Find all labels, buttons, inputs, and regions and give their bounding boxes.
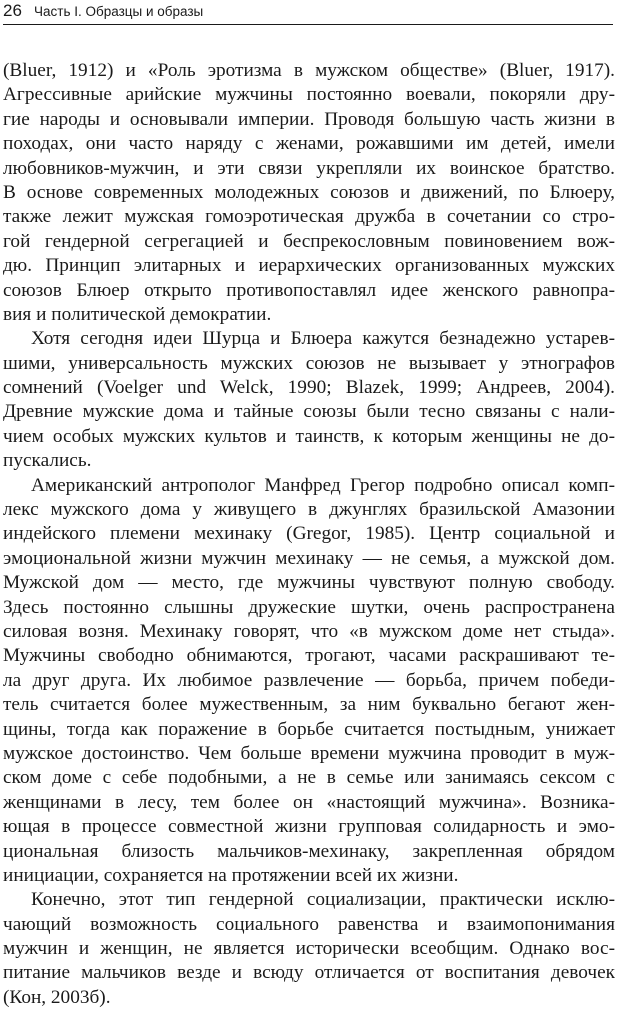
- text-line: лекс мужского дома у живущего в джунглях бразильской Амазонии: [3, 499, 615, 521]
- text-line: пускались.: [3, 450, 92, 472]
- text-line: чием особых мужских культов и таинств, к которым женщины не до-: [3, 425, 615, 447]
- text-line: Здесь постоянно слышны дружеские шутки, очень распространена: [3, 596, 615, 618]
- text-line: Древние мужские дома и тайные союзы были тесно связаны с нали-: [3, 401, 615, 423]
- text-line: ла друг друга. Их любимое развлечение — борьба, причем победи-: [3, 669, 615, 691]
- text-line: походах, они часто наряду с женами, рожавшими им детей, имели: [3, 133, 615, 155]
- text-line: Агрессивные арийские мужчины постоянно воевали, покоряли дру-: [3, 84, 615, 106]
- text-line: Американский антрополог Манфред Грегор подробно описал комп-: [31, 474, 615, 496]
- text-line: любовников-мужчин, и эти связи укрепляли их воинское братство.: [3, 157, 615, 179]
- text-line: гие народы и основывали империи. Проводя большую часть жизни в: [3, 108, 615, 130]
- text-line: Хотя сегодня идеи Шурца и Блюера кажутся безнадежно устарев-: [31, 328, 615, 350]
- paragraph: [3, 327, 615, 473]
- text-line: также лежит мужская гомоэротическая дружба в сочетании со стро-: [3, 206, 615, 228]
- body-text: [3, 59, 615, 1010]
- paragraph: [3, 59, 615, 327]
- text-line: Мужской дом — место, где мужчины чувствуют полную свободу.: [3, 572, 615, 594]
- text-line: инициации, сохраняется на протяжении всей их жизни.: [3, 864, 459, 886]
- text-line: женщинами в лесу, тем более он «настоящий мужчина». Возника-: [3, 791, 615, 813]
- text-line: тель считается более мужественным, за ним буквально бегают жен-: [3, 694, 615, 716]
- text-line: (Bluer, 1912) и «Роль эротизма в мужском обществе» (Bluer, 1917).: [3, 60, 615, 81]
- text-line: вия и политической демократии.: [3, 303, 272, 325]
- text-line: союзов Блюер открыто противопоставлял идее женского равнопра-: [3, 279, 615, 301]
- text-line: гой гендерной сегрегацией и беспрекословным повиновением вож-: [3, 230, 615, 252]
- paragraph: [3, 888, 615, 1010]
- page-number: 26: [3, 1, 22, 20]
- text-line: В основе современных молодежных союзов и движений, по Блюеру,: [3, 181, 615, 203]
- page-header: [3, 0, 613, 25]
- text-line: дю. Принцип элитарных и иерархических организованных мужских: [3, 255, 615, 277]
- paragraph: [3, 474, 615, 889]
- text-line: циональная близость мальчиков-мехинаку, закрепленная обрядом: [3, 840, 615, 862]
- text-line: чающий возможность социального равенства и взаимопонимания: [3, 913, 615, 935]
- text-line: (Кон, 2003б).: [3, 986, 111, 1008]
- text-line: ском доме с себе подобными, а не в семье или занимаясь сексом с: [3, 767, 615, 789]
- text-line: индейского племени мехинаку (Gregor, 1985). Центр социальной и: [3, 523, 615, 545]
- running-title: Часть I. Образцы и образы: [34, 4, 204, 19]
- text-line: эмоциональной жизни мужчин мехинаку — не семья, а мужской дом.: [3, 547, 615, 569]
- text-line: шими, универсальность мужских союзов не вызывает у этнографов: [3, 352, 615, 374]
- text-line: Мужчины свободно обнимаются, трогают, часами раскрашивают те-: [3, 645, 615, 667]
- text-line: мужчин и женщин, не является исторически всеобщим. Однако вос-: [3, 938, 615, 960]
- text-line: сомнений (Voelger und Welck, 1990; Blazek, 1999; Андреев, 2004).: [3, 377, 615, 399]
- text-line: силовая возня. Мехинаку говорят, что «в мужском доме нет стыда».: [3, 620, 615, 642]
- text-line: Конечно, этот тип гендерной социализации, практически исклю-: [31, 889, 615, 911]
- text-line: мужское достоинство. Чем больше времени мужчина проводит в муж-: [3, 742, 615, 764]
- text-line: ющая в процессе совместной жизни групповая солидарность и эмо-: [3, 816, 615, 838]
- text-line: щины, тогда как поражение в борьбе считается постыдным, унижает: [3, 718, 615, 740]
- text-line: питание мальчиков везде и всюду отличается от воспитания девочек: [3, 962, 615, 984]
